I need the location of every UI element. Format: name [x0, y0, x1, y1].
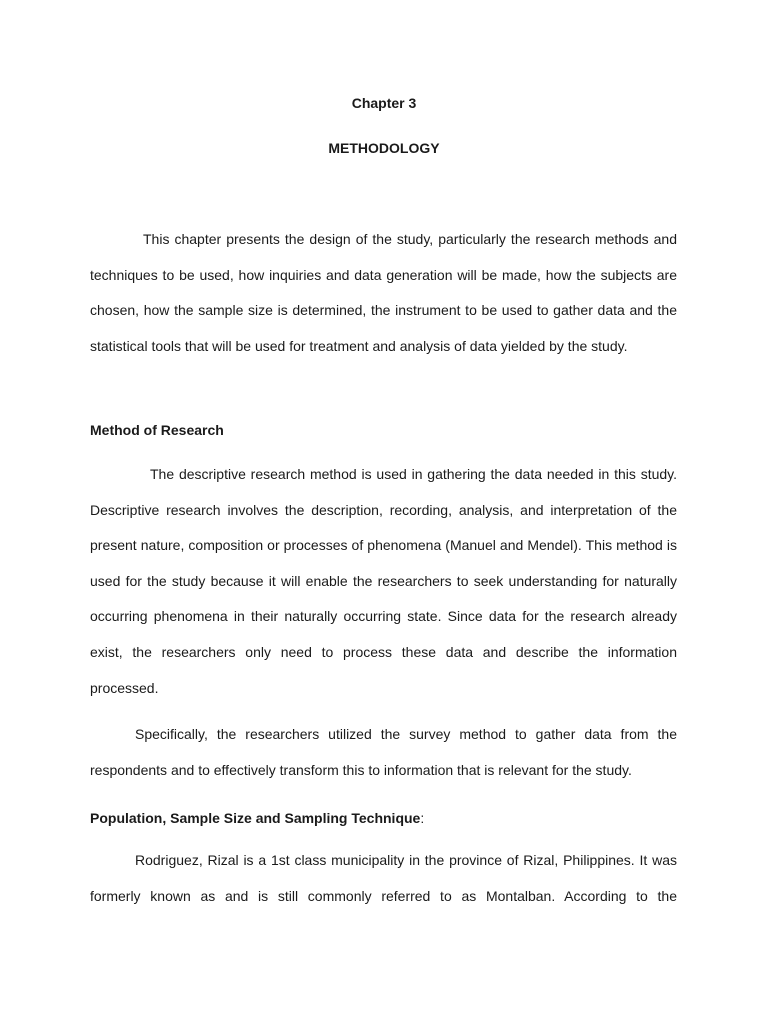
method-of-research-heading: Method of Research [90, 422, 224, 438]
population-heading [90, 809, 424, 827]
population-heading-colon: : [420, 810, 425, 826]
population-heading-text: Population, Sample Size and Sampling Technique [90, 810, 421, 826]
chapter-title: METHODOLOGY [328, 140, 440, 156]
population-paragraph: Rodriguez, Rizal is a 1st class municipality in the province of Rizal, Philippines. It was formerly known as and is still commonly referred to as Montalban. According to the [90, 852, 677, 904]
chapter-label: Chapter 3 [351, 95, 417, 111]
method-paragraph-2: Specifically, the researchers utilized the survey method to gather data from the respondents and to effectively transform this to information that is relevant for the study. [90, 726, 677, 778]
method-paragraph-1: The descriptive research method is used in gathering the data needed in this study. Descriptive research involves the description, recording, analysis, and interpretation of the present nature, composition or processes of phenomena (Manuel and Mendel). This method is used for the study because it will enable the researchers to seek understanding for naturally occurring phenomena in their naturally occurring state. Since data for the research already exist, the researchers only need to process these data and describe the information processed. [90, 466, 677, 696]
intro-paragraph: This chapter presents the design of the study, particularly the research methods and techniques to be used, how inquiries and data generation will be made, how the subjects are chosen, how the sample size is determined, the instrument to be used to gather data and the statistical tools that will be used for treatment and analysis of data yielded by the study. [90, 231, 677, 354]
